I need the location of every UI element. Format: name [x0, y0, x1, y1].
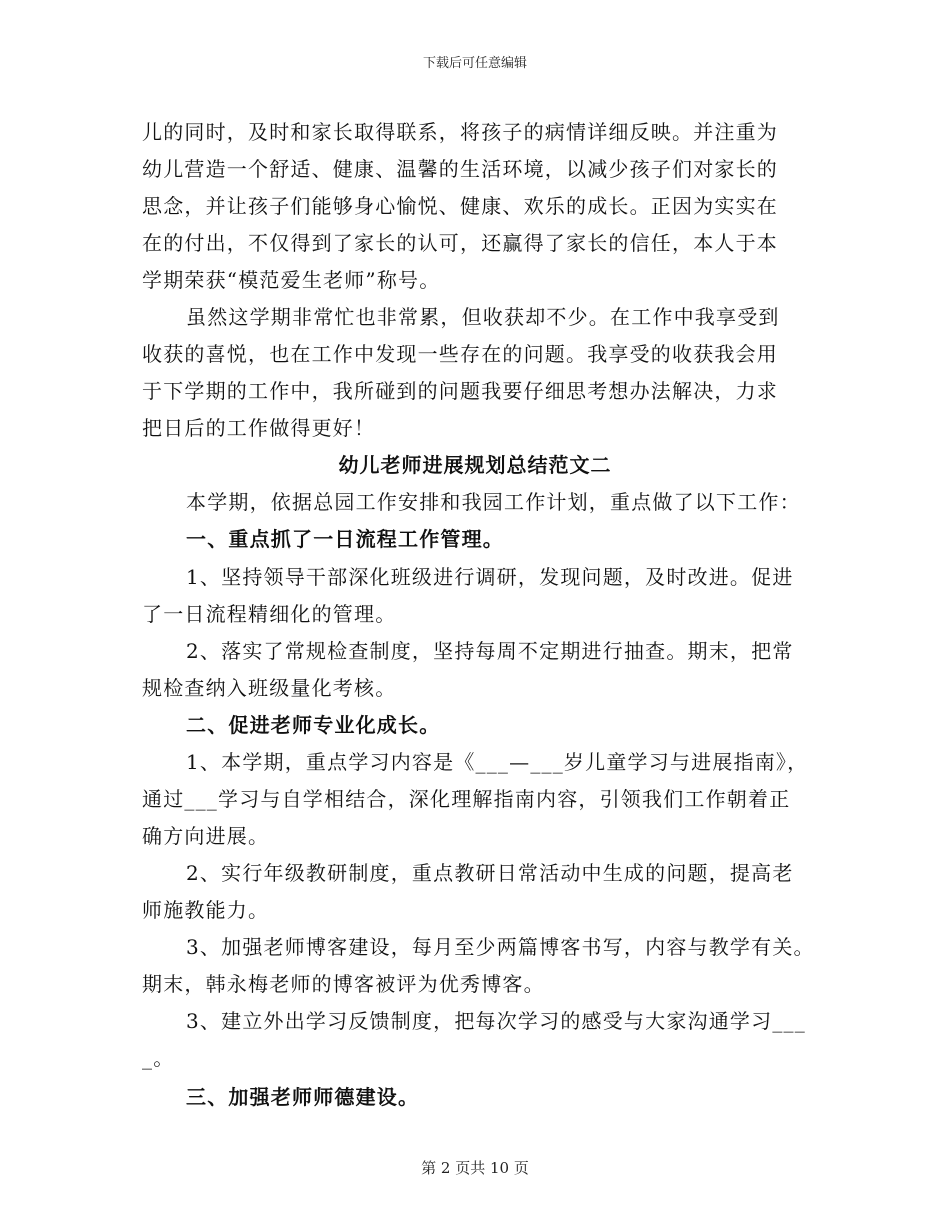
paragraph-line: 儿的同时，及时和家长取得联系，将孩子的病情详细反映。并注重为 [142, 120, 778, 144]
paragraph-line: 在的付出，不仅得到了家长的认可，还赢得了家长的信任，本人于本 [142, 231, 778, 255]
heading-2: 二、促进老师专业化成长。 [186, 713, 441, 737]
section-title: 幼儿老师进展规划总结范文二 [338, 453, 612, 477]
paragraph-line: 规检查纳入班级量化考核。 [142, 676, 397, 700]
paragraph-line: 幼儿营造一个舒适、健康、温馨的生活环境，以减少孩子们对家长的 [142, 157, 778, 181]
paragraph-line: 2、落实了常规检查制度，坚持每周不定期进行抽查。期末，把常 [186, 639, 794, 663]
paragraph-line: 思念，并让孩子们能够身心愉悦、健康、欢乐的成长。正因为实实在 [142, 194, 778, 218]
paragraph-line: 期末，韩永梅老师的博客被评为优秀博客。 [142, 972, 545, 996]
paragraph-line: 收获的喜悦，也在工作中发现一些存在的问题。我享受的收获我会用 [142, 342, 778, 366]
heading-1: 一、重点抓了一日流程工作管理。 [186, 527, 504, 551]
paragraph-line: 2、实行年级教研制度，重点教研日常活动中生成的问题，提高老 [186, 861, 794, 885]
paragraph-line: 1、本学期，重点学习内容是《___—___岁儿童学习与进展指南》， [186, 750, 809, 774]
paragraph-line: 于下学期的工作中，我所碰到的问题我要仔细思考想办法解决，力求 [142, 379, 778, 403]
paragraph-line: 确方向进展。 [142, 824, 270, 848]
paragraph-line: 1、坚持领导干部深化班级进行调研，发现问题，及时改进。促进 [186, 565, 794, 589]
heading-3: 三、加强老师师德建设。 [186, 1085, 420, 1109]
paragraph-line: 了一日流程精细化的管理。 [142, 602, 397, 626]
paragraph-line: 学期荣获“模范爱生老师”称号。 [142, 268, 441, 292]
paragraph-line: 把日后的工作做得更好！ [142, 416, 376, 440]
paragraph-line: 虽然这学期非常忙也非常累，但收获却不少。在工作中我享受到 [186, 305, 780, 329]
paragraph-line: _。 [142, 1046, 175, 1070]
paragraph-line: 3、加强老师博客建设，每月至少两篇博客书写，内容与教学有关。 [186, 935, 815, 959]
paragraph-line: 3、建立外出学习反馈制度，把每次学习的感受与大家沟通学习___ [186, 1009, 806, 1033]
page-header: 下载后可任意编辑 [422, 56, 527, 71]
paragraph-line: 通过___学习与自学相结合，深化理解指南内容，引领我们工作朝着正 [142, 787, 791, 811]
paragraph-line: 师施教能力。 [142, 898, 270, 922]
paragraph-line: 本学期，依据总园工作安排和我园工作计划，重点做了以下工作： [186, 490, 801, 514]
page-footer: 第 2 页共 10 页 [421, 1159, 529, 1177]
